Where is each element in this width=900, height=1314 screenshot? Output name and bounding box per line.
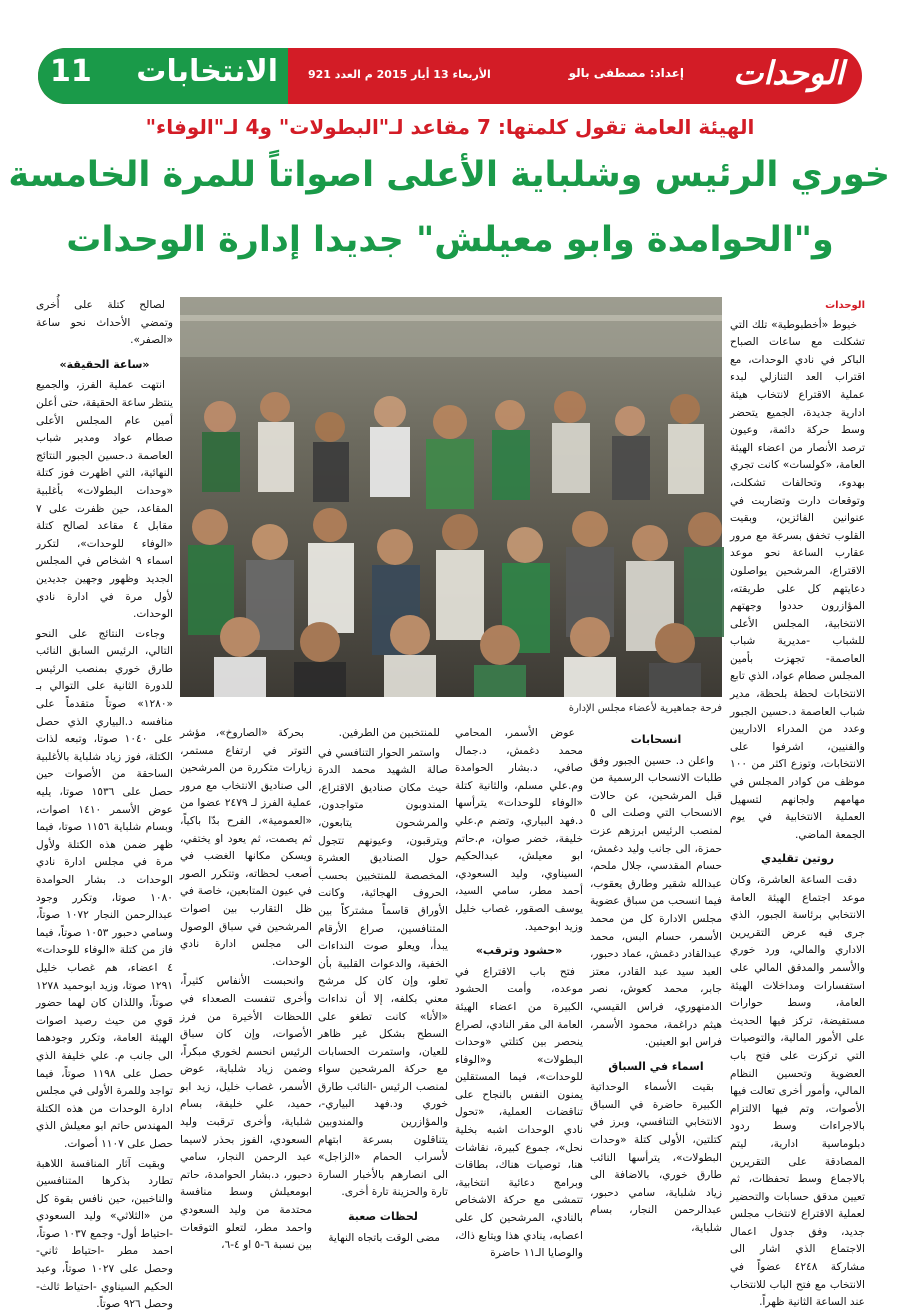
subheading: لحظات صعبة	[348, 1210, 418, 1224]
article-column-2	[590, 725, 722, 1235]
paragraph: وجاءت النتائج على النحو التالي، الرئيس السابق النائب طارق خوري بمنصب الرئيس للدورة الثانية على التوالي بـ «١٢٨٠» صوتاً متقدماً على منافسه د.البياري الذي حصل على ١٠٤٠ صوتا، وتبعه لذات الكتلة، فوز زياد شلباية بالأغلبية الساحقة من الأصوات حين حصل على ١٥٣٦ صوتا، يليه عوض الأسمر ١٤١٠ اصوات، وبسام شلباية ١١٥٦ صوتا، فيما ظهر ضمن هذه الكتلة ولأول مرة في مجلس ادارة نادي الوحدات د. بشار الحوامدة ١٠٨٠ صوتا، وتكرر وجود عبدالرحمن النجار ١٠٧٢ صوتاً، وسامي دحبور ١٠٥٣ صوتاً، فيما فاز من كتلة «الوفاء للوحدات» ٤ اعضاء، هم غصاب خليل ١٢٩١ صوتا، وزيد ابوحميد ١٢٧٨ صوتاً، واللذان كان لهما حضور قوي من حيث رصيد اصوات الهيئة العامة، وتكرر وجودهما الى جانب م. علي خليفة الذي حصل على ١١٩٨ صوتاً، فيما تواجد وللمرة الأولى في مجلس ادارة الوحدات من هذه الكتلة المهندس حاتم ابو معيلش الذي حصل على ١١٠٧ أصوات.	[36, 627, 173, 1150]
paragraph: بقيت الأسماء الوحداتية الكبيرة حاضرة في السباق الانتخابي التنافسي، وبرز في كتلتين، الأولى كتلة «وحدات البطولات»، يترأسها النائب طارق خوري، بالاضافة الى زياد شلباية، سامي دحبور، عبدالرحمن النجار، بسام شلباية،	[590, 1081, 722, 1235]
paragraph: للمنتخبين من الطرفين.	[338, 727, 440, 739]
article-column-5	[180, 725, 312, 1252]
main-headline-line-2: و"الحوامدة وابو معيلش" جديدا إدارة الوحدات	[66, 220, 834, 260]
crowd-photo-illustration	[180, 297, 722, 697]
article-column-4	[318, 725, 448, 1244]
paragraph: بحركة «الصاروخ»، مؤشر التوتر في ارتفاع مستمر، زيارات متكررة من المرشحين الى صناديق الانتخاب مع مرور عملية الفرز لـ ٢٤٧٩ عضوا من «العمومية»، الفرح بدّا باكياً، ثم يصمت، ثم يعود او يختفي، ويسكن مكانها الغضب في أصعب لحظاته، وتتكرر الصور في عيون المتابعين، خاصة في ظل التقارب بين اصوات المرشحين في سباق الوصول الى مجلس ادارة نادي الوحدات.	[180, 727, 312, 968]
paragraph: دقت الساعة العاشرة، وكان موعد اجتماع الهيئة العامة الانتخابي برئاسة الجبور، الذي جرى فيه عرض التقريرين الاداري والمالي، ورد خوري والأسمر والمدقق المالي على استفسارات ومداخلات الهيئة العامة، وسط حوارات مستفيضة، تركز فيها الحديث على الأمور المالية، والتوصيات التي تركزت على فتح باب العضوية وتحسين النظام المالي، وأمور أخرى تعالت فيها الأصوات، وتم فيها الالتزام بالاجراءات وسط ردود دبلوماسية ادارية، ليتم المصادقة على التقريرين بالاجماع وسط تحفظات، ثم تعيين مدقق حسابات والتحضير لعملية الاقتراع لانتخاب مجلس جديد، وفق جدول اعمال الاجتماع الذي اشار الى مشاركة ٤٢٤٨ عضواً في الانتخاب مع فتح الباب للانتخاب عند الساعة الثانية ظهراً.	[730, 874, 866, 1309]
author-line: إعداد: مصطفى بالو	[568, 66, 684, 80]
photo-caption: فرحة جماهيرية لأعضاء مجلس الإدارة	[568, 703, 722, 714]
main-headline-line-1: خوري الرئيس وشلباية الأعلى اصواتاً للمرة الخامسة	[8, 155, 890, 195]
section-title: الانتخابات	[136, 54, 278, 89]
paragraph: وانحبست الأنفاس كثيراً، وأخرى تنفست الصعداء في اللحظات الأخيرة من فرز الأصوات، وإن كان سباق الرئيس انحسم لخوري مبكراً، وضمن زياد شلباية، عوض الأسمر، غصاب خليل، زيد ابو حميد، علي خليفة، بسام شلباية، وأخرى ترقبت وليد السعودي، الفوز بحذر لاسيما عبد الرحمن النجار، سامي دحبور، د.بشار الحوامدة، حاتم ابومعيلش وسط منافسة محتدمة من وليد السعودي واحمد مطر، لتعلو التوقعات بين نسبة ٦-٥ او ٤-٦،	[180, 975, 312, 1252]
subheading: «حشود وترقب»	[475, 944, 563, 958]
subheading: «ساعة الحقيقة»	[59, 357, 150, 371]
article-column-3	[455, 725, 583, 1260]
paragraph: فتح باب الاقتراع في موعده، وأمت الحشود الكبيرة من اعضاء الهيئة العامة الى مقر النادي، لصراع ينحصر بين كتلتي «وحدات البطولات» و«الوفاء للوحدات»، فيما المستقلين يمنون النفس بالنجاح على تناقضات العملية، «تحول نادي الوحدات اشبه بخلية نحل»، جموع كبيرة، نقاشات هنا، توصيات هناك، بطاقات وبرامج دعائية انتخابية، تتمشى مع حركة الاشخاص بالنادي، المرشحين كل على اعصابه، ينادي هذا ويتابع ذاك، والوصايا الـ١١ حاضرة	[455, 965, 583, 1260]
paragraph: خيوط «أخطبوطية» تلك التي تشكلت مع ساعات الصباح الباكر في نادي الوحدات، مع اقتراب العد التنازلي لبدء عملية الاقتراع لانتخاب هيئة ادارية جديدة، الجميع يتحضر وسط حركة دائمة، وعيون ترصد الأنصار من اعضاء الهيئة العامة، «كولسات» كانت تجري بهدوء، وتحالفات تشكلت، وتوقعات دارت وتضاربت في عنوانين الفائزين، وبقيت القلوب تخفق بسرعة مع مرور عقارب الساعة نحو موعد الاقتراع، المرشحين يواصلون دعايتهم كل على طريقته، المؤازرون حددوا وجهتهم الانتخابية، المجلس الأعلى للشباب -مديرية شباب العاصمة- تجهزت بأمين المجلس صطام عواد، الذي تابع الانتخابات لحظة بلحظة، مدير شباب العاصمة د.حسين الجبور وعدد من المدراء الاداريين والفنيين، اشرفوا على الانتخابات، وتوزع اكثر من ١٠٠ موظف من كوادر المجلس في مهامهم ولجانهم لتسهيل العملية الانتخابية في يوم الجمعة الماضي.	[730, 318, 865, 841]
crowd-photo	[180, 297, 722, 697]
paragraph: واستمر الحوار التنافسي في صالة الشهيد محمد الدرة حيث مكان صناديق الاقتراع، المندوبون متواجدون، والمرشحون يتابعون، ويترقبون، وعيونهم تتجول حول الصناديق العشرة المخصصة للمنتخبين بحسب الحروف الهجائية، وكانت الأوراق قاسماً مشتركاً بين المتنافسين، صراع الأرقام يبدأ، ويعلو صوت النداءات الخفية، والدعوات القلبية بأن تعلو، وإن كان كل مرشح معني بكلفه، إلا أن نداءات «الأنا» كانت تطغو على السطح بشكل غير ظاهر للعيان، واستمرت الحسابات مع حركة المرشحين سواء لمنصب الرئيس -النائب طارق خوري ود.فهد البياري-، والمؤازرين والمندوبين يتناقلون بسرعة ابتهام لأسراب الحمام «الزاجل» الى انصارهم بالأخبار السارة تارة والحزينة تارة أخرى.	[318, 746, 448, 1199]
article-column-1	[730, 297, 866, 1309]
dateline: الأربعاء 13 أيار 2015 م العدد 921	[308, 68, 491, 81]
byline-tag: الوحدات	[825, 300, 865, 311]
page-header	[38, 48, 862, 104]
paragraph: وبقيت آثار المنافسة اللاهبة تطارد بذكرها المتنافسين والناخبين، حين نافس بقوة كل من «الثلاثي» وليد السعودي -احتياط أول- وجمع ١٠٣٧ صوتاً، احمد مطر -احتياط ثاني- وحصل على ١٠٢٧ صوتاً، وعبد الحكيم السيناوي -احتياط ثالث- وحصل ٩٢٦ صوتاً.	[36, 1157, 173, 1311]
subheading: اسماء في السباق	[608, 1059, 704, 1073]
paragraph: مضى الوقت باتجاه النهاية	[328, 1231, 440, 1244]
article-column-6	[36, 297, 173, 1311]
paragraph: عوض الأسمر، المحامي محمد دغمش، د.جمال صافي، د.بشار الحوامدة وم.علي مسلم، والثانية كتلة «الوفاء للوحدات» يترأسها د.فهد البياري، وتضم م.علي خليفة، خضر صوان، م.حاتم ابو معيلش، عبدالحكيم السيناوي، وليد السعودي، أحمد مطر، سامي السيد، يوسف الصقور، غصاب خليل وزيد ابوحميد.	[455, 727, 583, 933]
subheading: روتين تقليدي	[761, 852, 834, 866]
subheading: انسحابات	[630, 733, 682, 746]
paragraph: لصالح كتلة على أُخرى وتمضي الأحداث نحو ساعة «الصفر».	[36, 299, 173, 347]
paragraph: انتهت عملية الفرز، والجميع ينتظر ساعة الحقيقة، حتى أعلن أمين عام المجلس الأعلى صطام عواد ومدير شباب العاصمة د.حسين الجبور النتائج النهائية، التي اظهرت فوز كتلة «وحدات البطولات» بأغلبية المقاعد، حين ظفرت على ٧ مقابل ٤ مقاعد لصالح كتلة «الوفاء للوحدات»، لتكرر اسماء ٩ اشخاص في المجلس الجديد وظهور وجهين جديدين لأول مرة في ادارة نادي الوحدات.	[36, 379, 173, 621]
paragraph: واعلن د. حسين الجبور وفق طلبات الانسحاب الرسمية من قبل المرشحين، عن حالات الانسحاب التي وصلت الى ٥ لمنصب الرئيس ابرزهم عزت حمزة، الى جانب وليد دغمش، حسام المقدسي، جلال ملحم، عبدالله شقير وطارق يعقوب، فيما انسحب من سباق عضوية مجلس الادارة كل من محمد الأسمر، حسام البس، محمد عبدالقادر دغمش، عماد دحبور، العبد سيد عبد القادر، معتز جابر، محمد كعوش، نصر الدمنهوري، فراس القيسي، هيثم دراغمة، محمود الأسمر، فراس ابو العينين.	[590, 754, 722, 1049]
masthead: الوحدات	[733, 54, 844, 92]
page-number: 11	[50, 54, 92, 89]
kicker-headline: الهيئة العامة تقول كلمتها: 7 مقاعد لـ"البطولات" و4 لـ"الوفاء"	[145, 115, 755, 139]
